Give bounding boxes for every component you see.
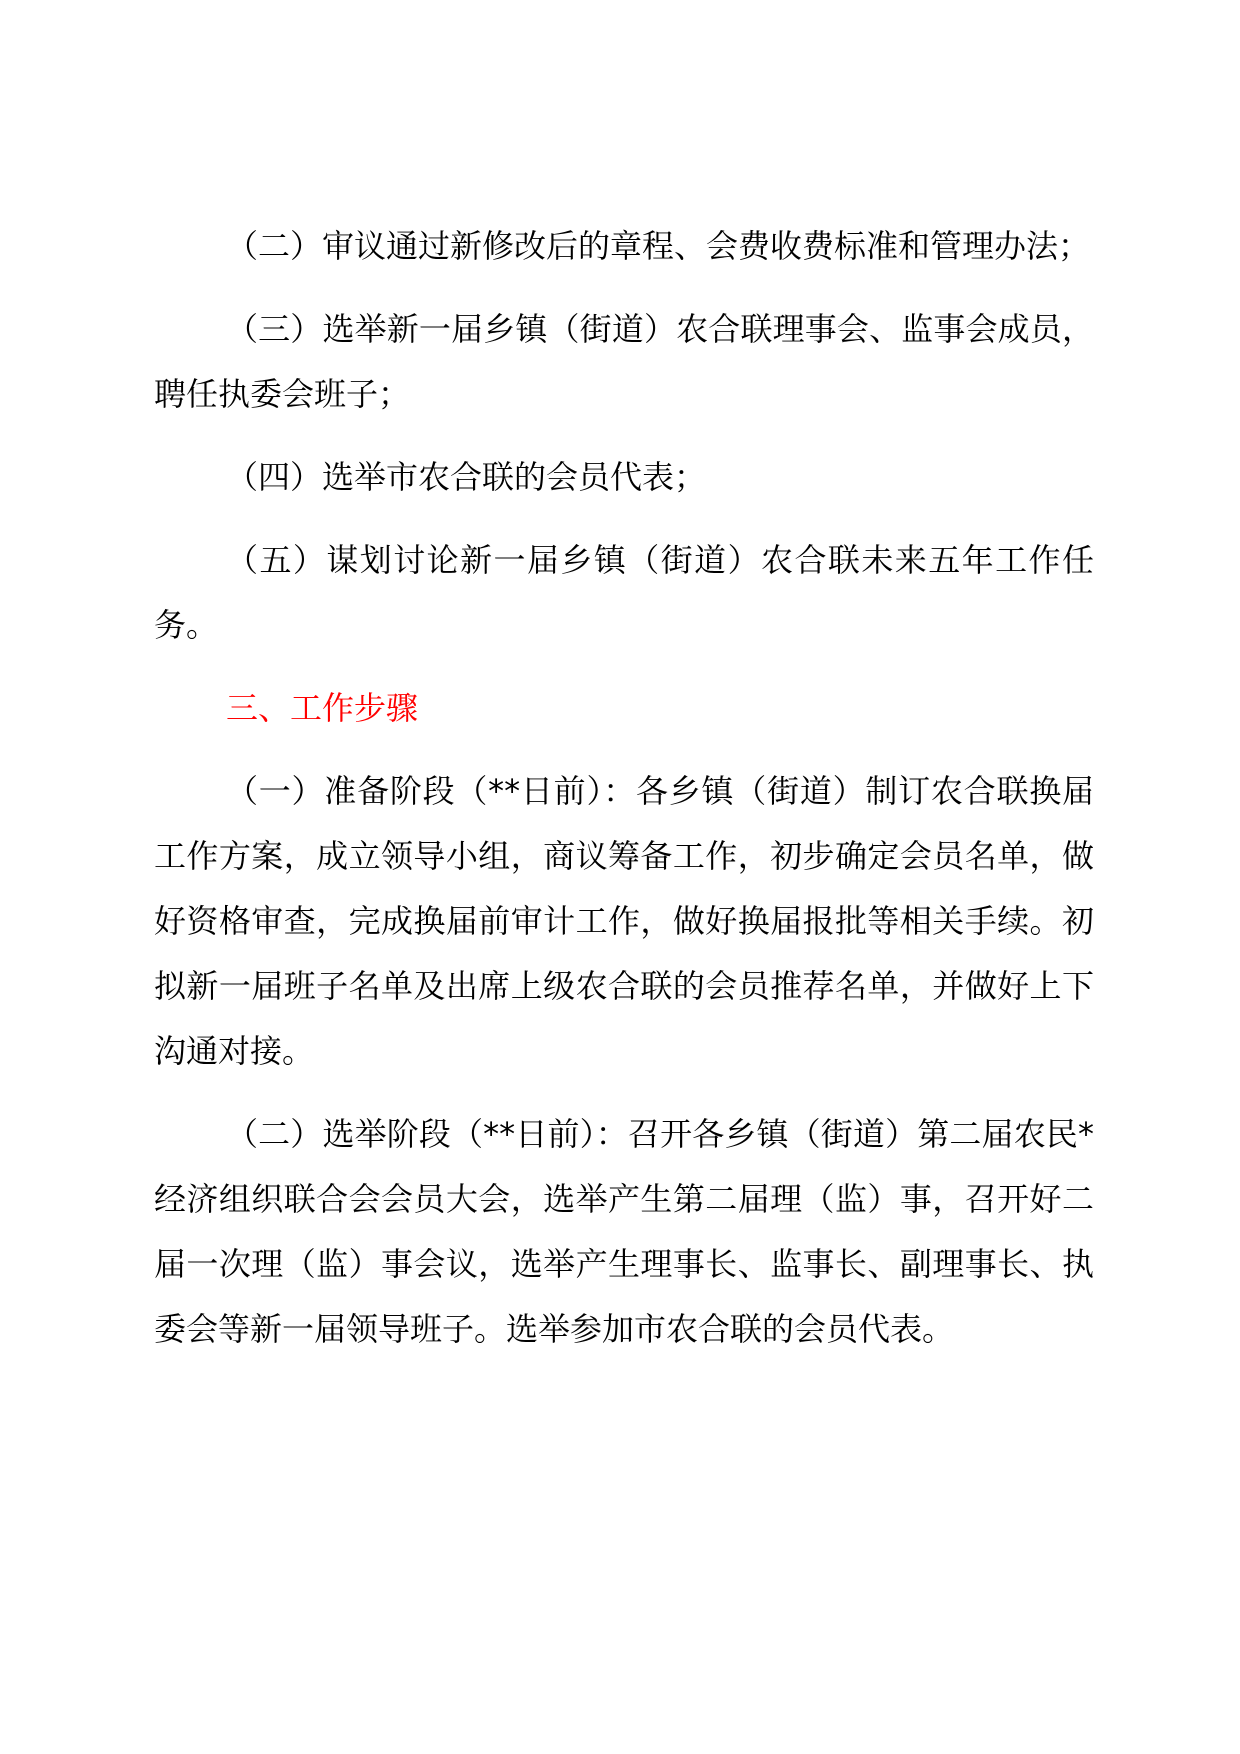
document-body [154, 214, 1094, 1380]
paragraph-item-5: （五）谋划讨论新一届乡镇（街道）农合联未来五年工作任务。 [154, 541, 1094, 644]
section-heading: 三、工作步骤 [226, 689, 419, 727]
paragraph-item-2: （二）审议通过新修改后的章程、会费收费标准和管理办法； [226, 227, 1091, 265]
step-item-2: （二）选举阶段（**日前）：召开各乡镇（街道）第二届农民*经济组织联合会会员大会，选举产生第二届理（监）事，召开好二届一次理（监）事会议，选举产生理事长、监事长、副理事长、执委会等新一届领导班子。选举参加市农合联的会员代表。 [154, 1115, 1094, 1348]
step-item-1: （一）准备阶段（**日前）：各乡镇（街道）制订农合联换届工作方案，成立领导小组，商议筹备工作，初步确定会员名单，做好资格审查，完成换届前审计工作，做好换届报批等相关手续。初拟新一届班子名单及出席上级农合联的会员推荐名单，并做好上下沟通对接。 [154, 772, 1094, 1070]
paragraph-item-4: （四）选举市农合联的会员代表； [226, 458, 707, 496]
paragraph-item-3: （三）选举新一届乡镇（街道）农合联理事会、监事会成员，聘任执委会班子； [154, 310, 1094, 413]
